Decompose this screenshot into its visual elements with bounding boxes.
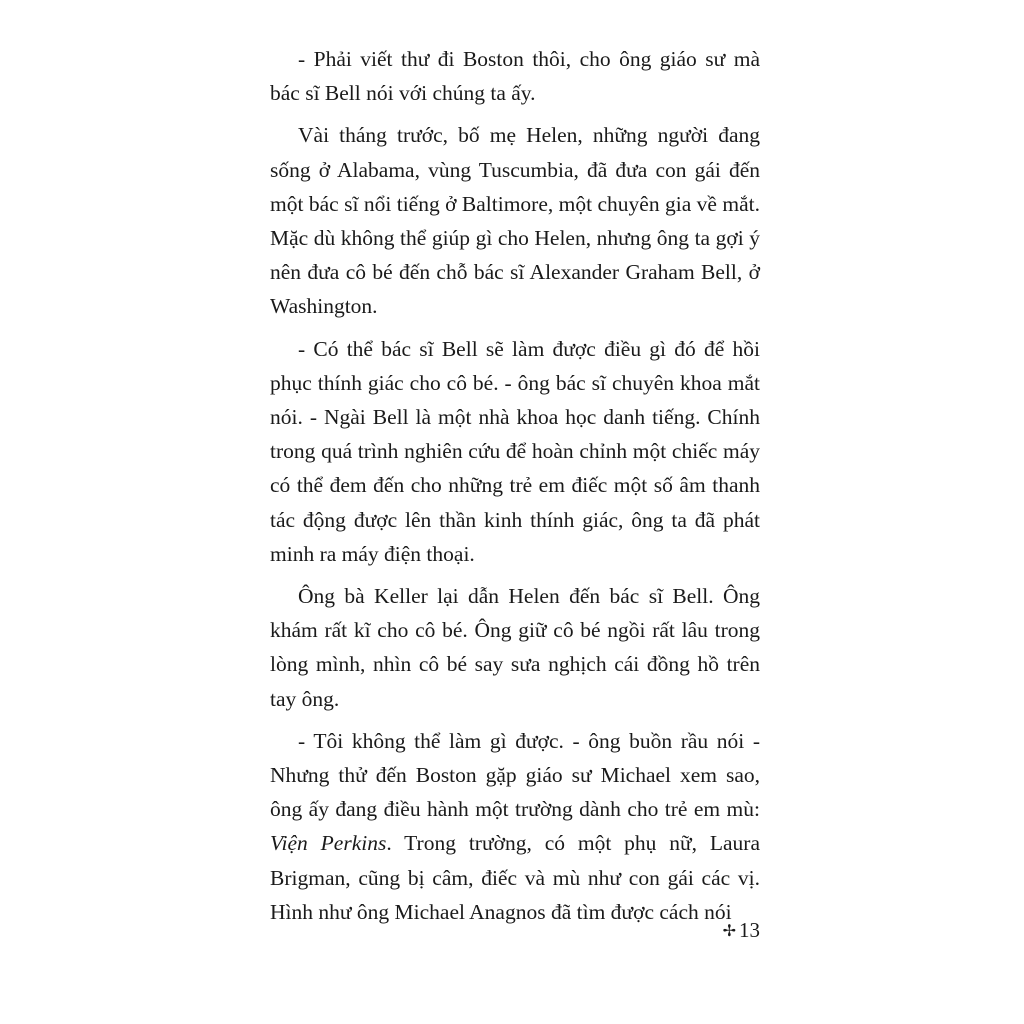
paragraph-1: [270, 42, 760, 110]
paragraph-5: [270, 724, 760, 929]
page-body: [270, 42, 760, 937]
paragraph-2: [270, 118, 760, 323]
paragraph-1-text: - Phải viết thư đi Boston thôi, cho ông giáo sư mà bác sĩ Bell nói với chúng ta ấy.: [270, 47, 760, 106]
page-footer: [680, 918, 760, 943]
paragraph-5-text-end: . Trong trường, có một phụ nữ, Laura Brigman, cũng bị câm, điếc và mù như con gái các vị. Hình như ông Michael Anagnos đã tìm được cách nói: [270, 831, 761, 924]
paragraph-4: [270, 579, 760, 716]
page-number: 13: [739, 918, 760, 942]
paragraph-5-text-start: - Tôi không thể làm gì được. - ông buồn rầu nói - Nhưng thử đến Boston gặp giáo sư Michael xem sao, ông ấy đang điều hành một trường dành cho trẻ em mù:: [270, 728, 760, 822]
paragraph-4-text: Ông bà Keller lại dẫn Helen đến bác sĩ Bell. Ông khám rất kĩ cho cô bé. Ông giữ cô bé ngồi rất lâu trong lòng mình, nhìn cô bé say sưa nghịch cái đồng hồ trên tay ông.: [270, 584, 760, 711]
paragraph-3-text: - Có thể bác sĩ Bell sẽ làm được điều gì đó để hồi phục thính giác cho cô bé. - ông bác sĩ chuyên khoa mắt nói. - Ngài Bell là một nhà khoa học danh tiếng. Chính trong quá trình nghiên cứu để hoàn chỉnh một chiếc máy có thể đem đến cho những trẻ em điếc một số âm thanh tác động được lên thần kinh thính giác, ông ta đã phát minh ra máy điện thoại.: [270, 336, 760, 566]
paragraph-2-text: Vài tháng trước, bố mẹ Helen, những người đang sống ở Alabama, vùng Tuscumbia, đã đưa con gái đến một bác sĩ nổi tiếng ở Baltimore, một chuyên gia về mắt. Mặc dù không thể giúp gì cho Helen, nhưng ông ta gợi ý nên đưa cô bé đến chỗ bác sĩ Alexander Graham Bell, ở Washington.: [270, 123, 760, 319]
paragraph-3: [270, 332, 760, 571]
institution-name-italic: Viện Perkins: [270, 831, 387, 856]
ornament-icon: ✢: [722, 923, 736, 940]
